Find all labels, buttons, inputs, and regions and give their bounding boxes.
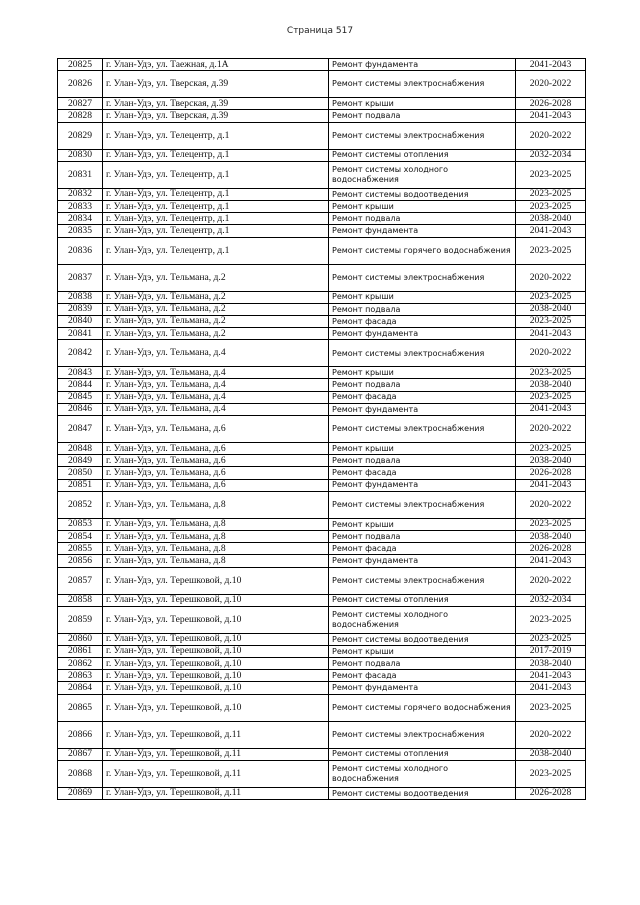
table-row [58, 59, 586, 71]
row-period: 2023-2025 [516, 367, 586, 379]
row-address: г. Улан-Удэ, ул. Тельмана, д.4 [103, 391, 329, 403]
repair-schedule-table [57, 58, 586, 800]
table-row [58, 694, 586, 721]
row-number: 20825 [58, 59, 103, 71]
row-period: 2020-2022 [516, 340, 586, 367]
table-row [58, 416, 586, 443]
table-row [58, 567, 586, 594]
table-row [58, 149, 586, 161]
row-number: 20867 [58, 748, 103, 760]
row-address: г. Улан-Удэ, ул. Тельмана, д.2 [103, 291, 329, 303]
row-work-type: Ремонт фундамента [329, 479, 516, 491]
row-address: г. Улан-Удэ, ул. Тельмана, д.2 [103, 315, 329, 327]
row-number: 20861 [58, 645, 103, 657]
row-period: 2041-2043 [516, 110, 586, 122]
row-number: 20851 [58, 479, 103, 491]
row-work-type: Ремонт подвала [329, 379, 516, 391]
row-period: 2038-2040 [516, 455, 586, 467]
row-address: г. Улан-Удэ, ул. Тверская, д.39 [103, 110, 329, 122]
row-address: г. Улан-Удэ, ул. Терешковой, д.11 [103, 748, 329, 760]
row-number: 20869 [58, 787, 103, 799]
table-row [58, 633, 586, 645]
row-work-type: Ремонт системы холодного водоснабжения [329, 760, 516, 787]
row-period: 2023-2025 [516, 391, 586, 403]
row-work-type: Ремонт фундамента [329, 328, 516, 340]
row-address: г. Улан-Удэ, ул. Таежная, д.1А [103, 59, 329, 71]
row-number: 20829 [58, 122, 103, 149]
table-row [58, 367, 586, 379]
row-number: 20852 [58, 491, 103, 518]
row-period: 2020-2022 [516, 416, 586, 443]
row-period: 2023-2025 [516, 606, 586, 633]
row-address: г. Улан-Удэ, ул. Телецентр, д.1 [103, 161, 329, 188]
row-period: 2038-2040 [516, 303, 586, 315]
row-address: г. Улан-Удэ, ул. Тельмана, д.4 [103, 403, 329, 415]
row-address: г. Улан-Удэ, ул. Телецентр, д.1 [103, 188, 329, 200]
row-work-type: Ремонт крыши [329, 291, 516, 303]
row-number: 20854 [58, 530, 103, 542]
row-number: 20828 [58, 110, 103, 122]
row-address: г. Улан-Удэ, ул. Терешковой, д.10 [103, 645, 329, 657]
table-row [58, 403, 586, 415]
row-number: 20857 [58, 567, 103, 594]
row-work-type: Ремонт фундамента [329, 225, 516, 237]
row-work-type: Ремонт системы водоотведения [329, 787, 516, 799]
row-address: г. Улан-Удэ, ул. Телецентр, д.1 [103, 200, 329, 212]
row-period: 2041-2043 [516, 479, 586, 491]
row-number: 20862 [58, 658, 103, 670]
row-address: г. Улан-Удэ, ул. Терешковой, д.10 [103, 682, 329, 694]
row-number: 20833 [58, 200, 103, 212]
row-period: 2020-2022 [516, 122, 586, 149]
row-number: 20858 [58, 594, 103, 606]
table-row [58, 760, 586, 787]
table-row [58, 658, 586, 670]
row-address: г. Улан-Удэ, ул. Тельмана, д.8 [103, 555, 329, 567]
row-address: г. Улан-Удэ, ул. Тельмана, д.6 [103, 467, 329, 479]
row-period: 2023-2025 [516, 188, 586, 200]
row-address: г. Улан-Удэ, ул. Телецентр, д.1 [103, 122, 329, 149]
row-work-type: Ремонт системы электроснабжения [329, 567, 516, 594]
row-number: 20856 [58, 555, 103, 567]
row-work-type: Ремонт фасада [329, 670, 516, 682]
table-row [58, 543, 586, 555]
row-work-type: Ремонт крыши [329, 200, 516, 212]
table-row [58, 518, 586, 530]
row-work-type: Ремонт системы электроснабжения [329, 491, 516, 518]
row-address: г. Улан-Удэ, ул. Тверская, д.39 [103, 71, 329, 98]
row-address: г. Улан-Удэ, ул. Тельмана, д.4 [103, 379, 329, 391]
row-address: г. Улан-Удэ, ул. Терешковой, д.10 [103, 606, 329, 633]
row-address: г. Улан-Удэ, ул. Терешковой, д.10 [103, 670, 329, 682]
row-address: г. Улан-Удэ, ул. Телецентр, д.1 [103, 237, 329, 264]
row-number: 20855 [58, 543, 103, 555]
row-address: г. Улан-Удэ, ул. Тельмана, д.6 [103, 416, 329, 443]
table-row [58, 530, 586, 542]
row-period: 2041-2043 [516, 403, 586, 415]
row-period: 2023-2025 [516, 161, 586, 188]
row-number: 20839 [58, 303, 103, 315]
row-number: 20826 [58, 71, 103, 98]
row-work-type: Ремонт подвала [329, 658, 516, 670]
row-address: г. Улан-Удэ, ул. Терешковой, д.10 [103, 633, 329, 645]
row-work-type: Ремонт фасада [329, 467, 516, 479]
row-work-type: Ремонт фундамента [329, 403, 516, 415]
row-number: 20836 [58, 237, 103, 264]
row-period: 2020-2022 [516, 491, 586, 518]
row-number: 20850 [58, 467, 103, 479]
row-work-type: Ремонт подвала [329, 530, 516, 542]
row-work-type: Ремонт подвала [329, 110, 516, 122]
row-period: 2020-2022 [516, 71, 586, 98]
row-number: 20835 [58, 225, 103, 237]
row-period: 2038-2040 [516, 658, 586, 670]
row-address: г. Улан-Удэ, ул. Тельмана, д.4 [103, 367, 329, 379]
row-address: г. Улан-Удэ, ул. Терешковой, д.10 [103, 594, 329, 606]
table-row [58, 315, 586, 327]
table-row [58, 98, 586, 110]
row-address: г. Улан-Удэ, ул. Телецентр, д.1 [103, 225, 329, 237]
row-number: 20853 [58, 518, 103, 530]
row-address: г. Улан-Удэ, ул. Терешковой, д.10 [103, 567, 329, 594]
row-work-type: Ремонт системы электроснабжения [329, 71, 516, 98]
row-work-type: Ремонт крыши [329, 367, 516, 379]
table-row [58, 200, 586, 212]
row-address: г. Улан-Удэ, ул. Тельмана, д.8 [103, 491, 329, 518]
row-address: г. Улан-Удэ, ул. Тельмана, д.8 [103, 518, 329, 530]
row-period: 2023-2025 [516, 694, 586, 721]
row-work-type: Ремонт крыши [329, 645, 516, 657]
row-address: г. Улан-Удэ, ул. Тельмана, д.4 [103, 340, 329, 367]
row-number: 20827 [58, 98, 103, 110]
row-number: 20847 [58, 416, 103, 443]
row-work-type: Ремонт фасада [329, 543, 516, 555]
row-address: г. Улан-Удэ, ул. Тельмана, д.8 [103, 543, 329, 555]
row-work-type: Ремонт крыши [329, 98, 516, 110]
row-period: 2041-2043 [516, 225, 586, 237]
row-work-type: Ремонт системы отопления [329, 748, 516, 760]
row-number: 20860 [58, 633, 103, 645]
row-period: 2023-2025 [516, 518, 586, 530]
row-address: г. Улан-Удэ, ул. Терешковой, д.11 [103, 787, 329, 799]
row-work-type: Ремонт системы холодного водоснабжения [329, 161, 516, 188]
row-address: г. Улан-Удэ, ул. Тельмана, д.6 [103, 479, 329, 491]
row-period: 2023-2025 [516, 760, 586, 787]
row-number: 20843 [58, 367, 103, 379]
table-row [58, 340, 586, 367]
row-number: 20844 [58, 379, 103, 391]
table-row [58, 748, 586, 760]
row-address: г. Улан-Удэ, ул. Тельмана, д.6 [103, 455, 329, 467]
row-work-type: Ремонт системы холодного водоснабжения [329, 606, 516, 633]
table-row [58, 213, 586, 225]
row-period: 2032-2034 [516, 594, 586, 606]
row-number: 20845 [58, 391, 103, 403]
row-number: 20840 [58, 315, 103, 327]
row-address: г. Улан-Удэ, ул. Тельмана, д.2 [103, 264, 329, 291]
row-address: г. Улан-Удэ, ул. Терешковой, д.10 [103, 658, 329, 670]
table-row [58, 594, 586, 606]
row-address: г. Улан-Удэ, ул. Терешковой, д.10 [103, 694, 329, 721]
row-period: 2023-2025 [516, 443, 586, 455]
table-row [58, 455, 586, 467]
row-period: 2041-2043 [516, 328, 586, 340]
row-period: 2026-2028 [516, 98, 586, 110]
row-work-type: Ремонт подвала [329, 213, 516, 225]
row-number: 20831 [58, 161, 103, 188]
table-row [58, 391, 586, 403]
row-address: г. Улан-Удэ, ул. Тельмана, д.2 [103, 328, 329, 340]
row-period: 2023-2025 [516, 633, 586, 645]
row-address: г. Улан-Удэ, ул. Телецентр, д.1 [103, 213, 329, 225]
row-work-type: Ремонт системы горячего водоснабжения [329, 694, 516, 721]
row-address: г. Улан-Удэ, ул. Терешковой, д.11 [103, 760, 329, 787]
row-work-type: Ремонт подвала [329, 455, 516, 467]
row-number: 20848 [58, 443, 103, 455]
row-number: 20832 [58, 188, 103, 200]
row-period: 2026-2028 [516, 543, 586, 555]
row-number: 20868 [58, 760, 103, 787]
row-work-type: Ремонт фундамента [329, 682, 516, 694]
table-row [58, 606, 586, 633]
row-period: 2020-2022 [516, 264, 586, 291]
table-row [58, 225, 586, 237]
row-period: 2017-2019 [516, 645, 586, 657]
table-row [58, 443, 586, 455]
table-row [58, 379, 586, 391]
row-work-type: Ремонт системы водоотведения [329, 188, 516, 200]
table-row [58, 467, 586, 479]
table-row [58, 161, 586, 188]
row-number: 20864 [58, 682, 103, 694]
row-address: г. Улан-Удэ, ул. Тельмана, д.2 [103, 303, 329, 315]
row-period: 2023-2025 [516, 315, 586, 327]
row-number: 20863 [58, 670, 103, 682]
row-work-type: Ремонт фундамента [329, 555, 516, 567]
row-work-type: Ремонт фасада [329, 391, 516, 403]
row-address: г. Улан-Удэ, ул. Тельмана, д.8 [103, 530, 329, 542]
table-row [58, 122, 586, 149]
row-work-type: Ремонт крыши [329, 443, 516, 455]
row-address: г. Улан-Удэ, ул. Терешковой, д.11 [103, 721, 329, 748]
row-period: 2023-2025 [516, 237, 586, 264]
table-row [58, 71, 586, 98]
row-period: 2038-2040 [516, 530, 586, 542]
table-row [58, 645, 586, 657]
row-number: 20830 [58, 149, 103, 161]
table-body [58, 59, 586, 800]
row-period: 2041-2043 [516, 682, 586, 694]
row-period: 2023-2025 [516, 200, 586, 212]
row-period: 2020-2022 [516, 721, 586, 748]
table-row [58, 264, 586, 291]
row-number: 20834 [58, 213, 103, 225]
table-row [58, 303, 586, 315]
row-number: 20865 [58, 694, 103, 721]
row-number: 20841 [58, 328, 103, 340]
table-row [58, 787, 586, 799]
row-period: 2032-2034 [516, 149, 586, 161]
row-address: г. Улан-Удэ, ул. Телецентр, д.1 [103, 149, 329, 161]
row-work-type: Ремонт системы отопления [329, 594, 516, 606]
row-work-type: Ремонт системы электроснабжения [329, 416, 516, 443]
table-row [58, 188, 586, 200]
table-row [58, 479, 586, 491]
row-period: 2041-2043 [516, 59, 586, 71]
row-period: 2026-2028 [516, 787, 586, 799]
table-row [58, 682, 586, 694]
row-work-type: Ремонт системы электроснабжения [329, 264, 516, 291]
row-work-type: Ремонт фундамента [329, 59, 516, 71]
row-number: 20842 [58, 340, 103, 367]
row-address: г. Улан-Удэ, ул. Тверская, д.39 [103, 98, 329, 110]
table-row [58, 291, 586, 303]
row-period: 2038-2040 [516, 748, 586, 760]
row-period: 2038-2040 [516, 213, 586, 225]
row-number: 20866 [58, 721, 103, 748]
table-row [58, 491, 586, 518]
row-period: 2041-2043 [516, 670, 586, 682]
row-period: 2020-2022 [516, 567, 586, 594]
table-row [58, 721, 586, 748]
row-number: 20838 [58, 291, 103, 303]
row-work-type: Ремонт системы отопления [329, 149, 516, 161]
row-number: 20859 [58, 606, 103, 633]
row-number: 20846 [58, 403, 103, 415]
row-number: 20837 [58, 264, 103, 291]
table-row [58, 237, 586, 264]
row-period: 2038-2040 [516, 379, 586, 391]
table-row [58, 555, 586, 567]
row-work-type: Ремонт крыши [329, 518, 516, 530]
table-row [58, 328, 586, 340]
row-work-type: Ремонт системы горячего водоснабжения [329, 237, 516, 264]
row-work-type: Ремонт системы водоотведения [329, 633, 516, 645]
row-period: 2023-2025 [516, 291, 586, 303]
row-address: г. Улан-Удэ, ул. Тельмана, д.6 [103, 443, 329, 455]
row-work-type: Ремонт системы электроснабжения [329, 340, 516, 367]
row-work-type: Ремонт системы электроснабжения [329, 122, 516, 149]
row-work-type: Ремонт системы электроснабжения [329, 721, 516, 748]
row-work-type: Ремонт подвала [329, 303, 516, 315]
table-row [58, 670, 586, 682]
row-number: 20849 [58, 455, 103, 467]
page-number: Страница 517 [286, 26, 354, 36]
row-period: 2026-2028 [516, 467, 586, 479]
row-period: 2041-2043 [516, 555, 586, 567]
row-work-type: Ремонт фасада [329, 315, 516, 327]
table-row [58, 110, 586, 122]
